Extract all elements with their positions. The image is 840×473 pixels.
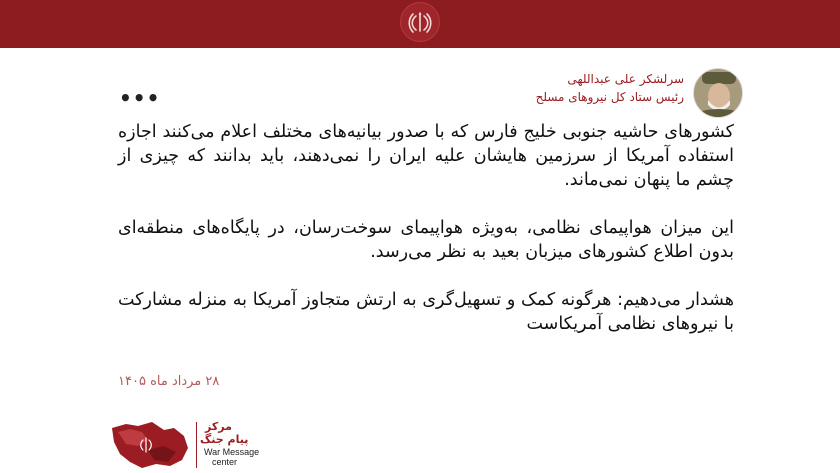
logo-en-line1: War Message [204,447,260,457]
avatar[interactable] [693,68,743,118]
post-paragraph-3: هشدار می‌دهیم: هرگونه کمک و تسهیل‌گری به ارتش متجاوز آمریکا به منزله مشارکت با نیروهای نظامی آمریکاست [118,290,734,334]
logo-en-line2: center [212,457,238,467]
logo-divider [196,422,197,468]
header-banner [0,0,840,48]
author-title: رئیس ستاد کل نیروهای مسلح [535,90,684,104]
war-message-center-logo [108,420,268,470]
post-body [118,120,734,336]
post-paragraph-2: این میزان هواپیمای نظامی، به‌ویژه هواپیمای سوخت‌رسان، در پایگاه‌های منطقه‌ای بدون اطلاع کشورهای میزبان بعید به نظر می‌رسد. [118,218,734,262]
logo-fa-line1: مرکز [205,420,232,433]
iran-emblem-icon [400,2,440,42]
iran-map-logo-icon [108,420,192,470]
post-author [536,70,684,106]
logo-fa-line2: پیام جنگ [200,433,249,446]
post-date: ۲۸ مرداد ماه ۱۴۰۵ [118,374,220,389]
ellipsis-icon[interactable]: ••• [119,86,161,110]
post-paragraph-1: کشورهای حاشیه جنوبی خلیج فارس که با صدور بیانیه‌های مختلف اعلام می‌کنند اجازه استفاده آمریکا از سرزمین هایشان علیه ایران را نمی‌دهند، باید بدانند که چیزی از چشم ما پنهان نمی‌ماند. [118,122,734,190]
author-name[interactable]: سرلشکر علی عبداللهی [567,72,684,86]
